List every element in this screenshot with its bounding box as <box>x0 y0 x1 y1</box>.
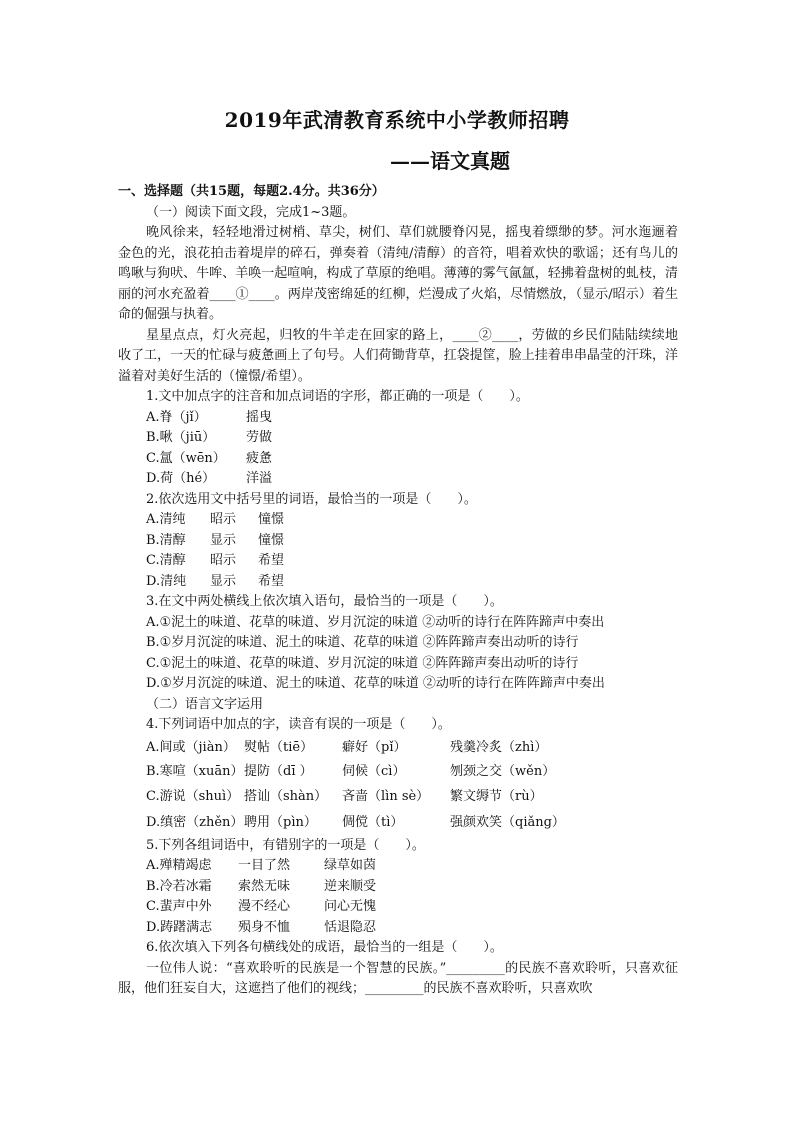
document-body <box>118 182 678 1000</box>
question-6: 6.依次填入下列各句横线处的成语，最恰当的一组是（ ）。 <box>146 940 503 955</box>
q5-option-c: C.蜚声中外 漫不经心 问心无愧 <box>146 899 377 914</box>
q5-option-b: B.冷若冰霜 索然无味 逆来顺受 <box>146 878 377 894</box>
q4-option-b: B.寒喧（xuān）提防（dī ） 伺候（cì） 刎颈之交（wěn） <box>146 763 556 779</box>
part-intro-2: （二）语言文字运用 <box>146 696 264 712</box>
question-4: 4.下列词语中加点的字，读音有误的一项是（ ）。 <box>146 717 451 732</box>
question-6-passage: 一位伟人说：“喜欢聆听的民族是一个智慧的民族。”_________的民族不喜欢聆听，只喜欢征服，他们狂妄自大，这遮挡了他们的视线；_________的民族不喜欢聆听，只喜欢吹 <box>118 960 678 996</box>
document-title: 2019年武清教育系统中小学教师招聘 <box>224 108 570 132</box>
q4-option-c: C.游说（shuì） 搭讪（shàn） 吝啬（lìn sè） 繁文缛节（rù） <box>146 788 543 804</box>
q2-option-b: B.清醇 显示 憧憬 <box>146 532 285 548</box>
q4-option-d: D.缜密（zhěn）聘用（pìn） 倜傥（tì） 强颜欢笑（qiǎng） <box>146 814 565 830</box>
q1-option-a: A.脊（jǐ） 摇曳 <box>146 409 273 425</box>
q1-option-b: B.啾（jiū） 劳做 <box>146 430 273 445</box>
q2-option-c: C.清醇 昭示 希望 <box>146 553 285 568</box>
q1-option-c: C.氲（wēn） 疲惫 <box>146 450 273 466</box>
q3-option-d: D.①岁月沉淀的味道、泥土的味道、花草的味道 ②动听的诗行在阵阵蹄声中奏出 <box>146 676 605 691</box>
reading-passage-paragraph-2: 星星点点，灯火亮起，归牧的牛羊走在回家的路上，____②____，劳做的乡民们陆陆续续地收了工，一天的忙碌与疲惫画上了句号。人们荷锄背草，扛袋提筐，脸上挂着串串晶莹的汗珠，洋溢着对美好生活的（憧憬/希望）。 <box>118 327 678 384</box>
q4-option-a: A.间或（jiàn） 熨帖（tiē） 癖好（pǐ） 残羹冷炙（zhì） <box>146 739 548 755</box>
q2-option-d: D.清纯 显示 希望 <box>146 573 285 589</box>
question-5: 5.下列各组词语中，有错别字的一项是（ ）。 <box>146 837 425 853</box>
document-subtitle: ——语文真题 <box>390 149 510 173</box>
question-2: 2.依次选用文中括号里的词语，最恰当的一项是（ ）。 <box>146 491 477 507</box>
section-heading: 一、选择题（共15题，每题2.4分。共36分） <box>118 184 385 199</box>
q2-option-a: A.清纯 昭示 憧憬 <box>146 512 285 527</box>
q3-option-a: A.①泥土的味道、花草的味道、岁月沉淀的味道 ②动听的诗行在阵阵蹄声中奏出 <box>146 614 605 630</box>
q3-option-c: C.①泥土的味道、花草的味道、岁月沉淀的味道 ②阵阵蹄声奏出动听的诗行 <box>146 655 579 671</box>
q3-option-b: B.①岁月沉淀的味道、泥土的味道、花草的味道 ②阵阵蹄声奏出动听的诗行 <box>146 635 579 650</box>
q5-option-d: D.踌躇满志 殒身不恤 恬退隐忍 <box>146 919 377 935</box>
reading-passage-paragraph-1: 晚风徐来，轻轻地滑过树梢、草尖，树们、草们就腰脊闪晃，摇曳着缥缈的梦。河水迤逦着金色的光，浪花拍击着堤岸的碎石，弹奏着（清纯/清醇）的音符，唱着欢快的歌谣；还有鸟儿的鸣啾与狗吠、牛哞、羊唤一起喧响，构成了草原的绝唱。薄薄的雾气氤氲，轻拂着盘树的虬枝，清丽的河水充盈着____①____。两岸茂密绵延的红柳，烂漫成了火焰，尽情燃放，（显示/昭示）着生命的倔强与执着。 <box>118 225 678 322</box>
question-3: 3.在文中两处横线上依次填入语句，最恰当的一项是（ ）。 <box>146 594 503 609</box>
q5-option-a: A.殚精竭虑 一目了然 绿草如茵 <box>146 858 377 873</box>
question-1: 1.文中加点字的注音和加点词语的字形，都正确的一项是（ ）。 <box>146 389 529 404</box>
part-intro: （一）阅读下面文段，完成1~3题。 <box>146 204 356 220</box>
q1-option-d: D.荷（hé） 洋溢 <box>146 471 273 486</box>
